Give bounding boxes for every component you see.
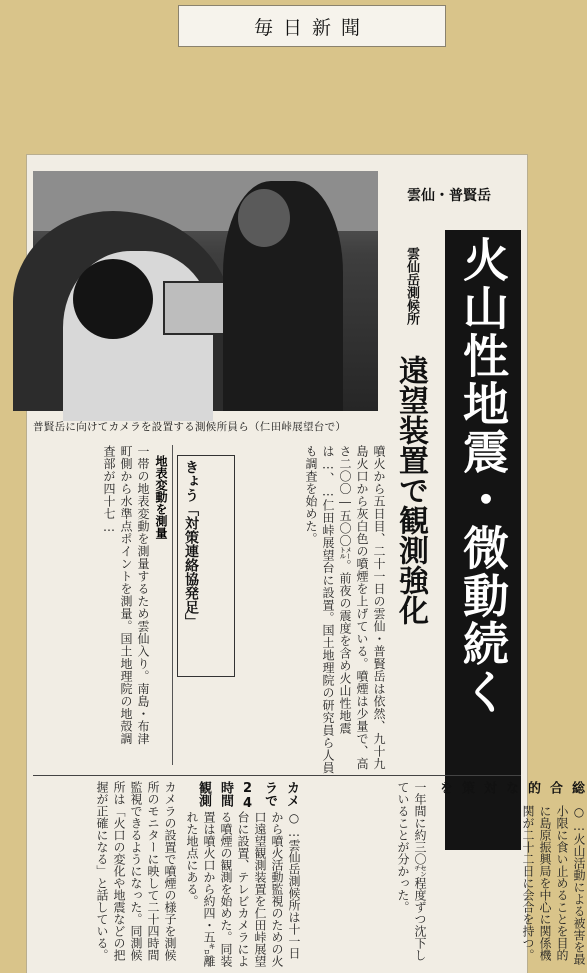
- lower-column-1: カメラの設置で噴煙の様子を測候所のモニターに映して二十四時間監視できるようになった。同測候所は「火口の変化や地震などの把握が正確になる」と話している。: [95, 781, 177, 961]
- lower-section: [33, 781, 586, 969]
- headline-band: [445, 230, 521, 850]
- photo-caption: 普賢岳に向けてカメラを設置する測候所員ら（仁田峠展望台で）: [33, 421, 347, 433]
- side-body-text: 一帯の地表変動を測量するため雲仙入り。南島・布津町側から水準点ポイントを測量。国土地理院の地殻調査部が四十七…: [102, 445, 150, 745]
- lower-column-2: [183, 781, 333, 969]
- photo-camera: [163, 281, 227, 335]
- article-kicker: 雲仙・普賢岳: [407, 188, 491, 204]
- headline: 火山性地震・微動続く: [456, 236, 510, 716]
- news-photo: [33, 171, 378, 411]
- box-heading: きょう「対策連絡協発足」: [183, 460, 199, 628]
- subheadline: 遠望装置で観測強化: [393, 355, 428, 625]
- section-divider: [33, 775, 521, 776]
- side-heading-frame: [149, 455, 175, 575]
- lower-column-3: 一年間に約三〇㌢程度ずつ沈下していることが分かった。: [396, 781, 427, 961]
- lead-body-text: 噴火から五日目、二十一日の雲仙・普賢岳は依然、九十九島火口から灰白色の噴煙を上げている。噴煙は少量で、高さ二〇〇―五〇〇㍍。前夜の震度を含め火山性地震は…、…仁田峠展望台に設置。国土地理院の研究員ら人員も調査を始めた。: [304, 445, 386, 774]
- side-heading: 地表変動を測量: [154, 455, 168, 539]
- lower-column-4-text: ○…火山活動による被害を最小限に食い止めることを目的に島原振興局を中心に関係機関が二十二日に会合を持つ。: [521, 804, 586, 965]
- box-heading-frame: [177, 455, 235, 677]
- photo-person-background-head: [238, 189, 290, 247]
- subheadline-block: [384, 355, 436, 685]
- lower-column-2-text: ○…雲仙岳測候所は十一日から噴火活動監視のための火口遠望観測装置を仁田峠展望台に設置、テレビカメラによる噴煙の観測を始めた。同装置は噴火口から約四・五㌔離れた地点にある。: [185, 811, 301, 967]
- bureau-name: 雲仙岳測候所: [404, 247, 419, 325]
- photo-person-foreground-head: [73, 259, 153, 339]
- byline-bureau: [383, 247, 439, 347]
- lower-heading-camera: カメラで24時間観測: [196, 781, 299, 811]
- lower-column-4: [433, 781, 586, 969]
- masthead-title: 毎日新聞: [253, 16, 370, 39]
- newspaper-masthead: [178, 5, 446, 47]
- newspaper-clipping: [27, 155, 586, 973]
- lower-heading-measures: 総合的な対策を: [437, 781, 584, 794]
